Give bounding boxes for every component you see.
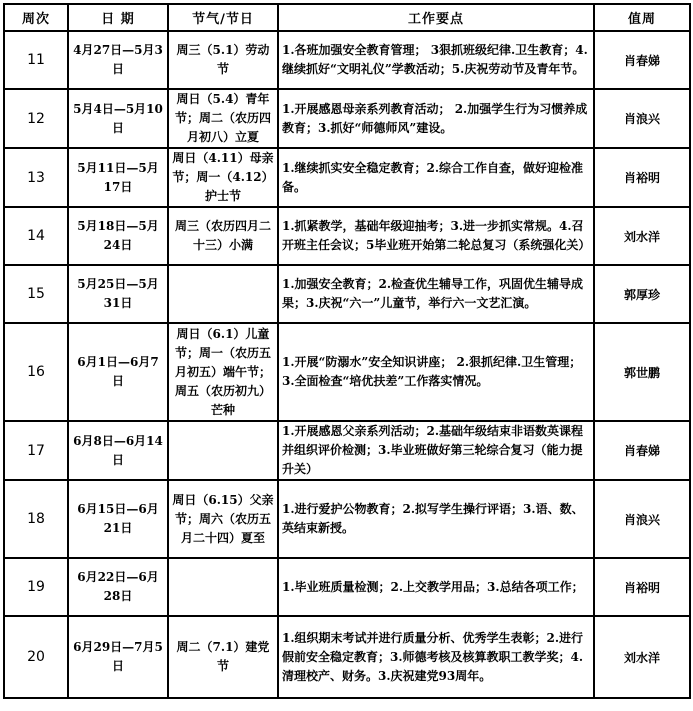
work-points-cell: 1.加强安全教育；2.检查优生辅导工作，巩固优生辅导成果；3.庆祝“六一”儿童节，举行六一文艺汇演。 (278, 265, 594, 323)
festival-cell (168, 558, 278, 616)
week-cell: 18 (4, 480, 68, 558)
date-cell: 5月18日—5月24日 (68, 207, 168, 265)
header-week: 周次 (4, 4, 68, 31)
work-points-cell: 1.组织期末考试并进行质量分析、优秀学生表彰；2.进行假前安全稳定教育；3.师德考核及核算教职工教学奖；4.清理校产、财务。3.庆祝建党93周年。 (278, 616, 594, 698)
duty-cell: 刘水洋 (594, 616, 690, 698)
header-row (4, 4, 690, 31)
festival-cell (168, 265, 278, 323)
festival-cell: 周日（4.11）母亲节；周一（4.12）护士节 (168, 148, 278, 207)
table-row (4, 421, 690, 480)
date-cell: 6月15日—6月21日 (68, 480, 168, 558)
table-row (4, 480, 690, 558)
header-work-points: 工作要点 (278, 4, 594, 31)
work-points-cell: 1.抓紧教学，基础年级迎抽考；3.进一步抓实常规。4.召开班主任会议；5毕业班开始第二轮总复习（系统强化关） (278, 207, 594, 265)
festival-cell: 周日（6.15）父亲节；周六（农历五月二十四）夏至 (168, 480, 278, 558)
festival-cell: 周日（5.4）青年节；周二（农历四月初八）立夏 (168, 89, 278, 148)
date-cell: 6月8日—6月14日 (68, 421, 168, 480)
work-points-cell: 1.开展感恩父亲系列活动；2.基础年级结束非语数英课程并组织评价检测；3.毕业班做好第三轮综合复习（能力提升关） (278, 421, 594, 480)
week-cell: 12 (4, 89, 68, 148)
date-cell: 5月11日—5月17日 (68, 148, 168, 207)
week-cell: 14 (4, 207, 68, 265)
table-row (4, 31, 690, 89)
table-row (4, 265, 690, 323)
table-row (4, 148, 690, 207)
week-cell: 11 (4, 31, 68, 89)
date-cell: 5月25日—5月31日 (68, 265, 168, 323)
week-cell: 20 (4, 616, 68, 698)
duty-cell: 肖裕明 (594, 148, 690, 207)
work-points-cell: 1.开展感恩母亲系列教育活动； 2.加强学生行为习惯养成教育；3.抓好“师德师风”建设。 (278, 89, 594, 148)
duty-cell: 肖裕明 (594, 558, 690, 616)
week-cell: 17 (4, 421, 68, 480)
festival-cell (168, 421, 278, 480)
table-row (4, 89, 690, 148)
week-cell: 13 (4, 148, 68, 207)
week-cell: 19 (4, 558, 68, 616)
duty-cell: 肖春娣 (594, 421, 690, 480)
date-cell: 4月27日—5月3日 (68, 31, 168, 89)
table-row (4, 616, 690, 698)
week-cell: 16 (4, 323, 68, 421)
festival-cell: 周三（5.1）劳动节 (168, 31, 278, 89)
header-duty: 值周 (594, 4, 690, 31)
duty-cell: 肖浪兴 (594, 480, 690, 558)
festival-cell: 周二（7.1）建党节 (168, 616, 278, 698)
work-points-cell: 1.进行爱护公物教育；2.拟写学生操行评语；3.语、数、英结束新授。 (278, 480, 594, 558)
work-points-cell: 1.继续抓实安全稳定教育；2.综合工作自查，做好迎检准备。 (278, 148, 594, 207)
date-cell: 5月4日—5月10日 (68, 89, 168, 148)
table-row (4, 558, 690, 616)
week-cell: 15 (4, 265, 68, 323)
duty-cell: 郭世鹏 (594, 323, 690, 421)
duty-cell: 肖春娣 (594, 31, 690, 89)
table-row (4, 323, 690, 421)
header-date: 日 期 (68, 4, 168, 31)
work-points-cell: 1.毕业班质量检测；2.上交教学用品；3.总结各项工作； (278, 558, 594, 616)
duty-cell: 刘水洋 (594, 207, 690, 265)
duty-cell: 肖浪兴 (594, 89, 690, 148)
date-cell: 6月22日—6月28日 (68, 558, 168, 616)
festival-cell: 周日（6.1）儿童节；周一（农历五月初五）端午节；周五（农历初九）芒种 (168, 323, 278, 421)
date-cell: 6月29日—7月5日 (68, 616, 168, 698)
work-points-cell: 1.各班加强安全教育管理； 3狠抓班级纪律.卫生教育；4.继续抓好“文明礼仪”学教活动；5.庆祝劳动节及青年节。 (278, 31, 594, 89)
duty-cell: 郭厚珍 (594, 265, 690, 323)
work-points-cell: 1.开展“防溺水”安全知识讲座； 2.狠抓纪律.卫生管理；3.全面检查“培优扶差”工作落实情况。 (278, 323, 594, 421)
header-festival: 节气/节日 (168, 4, 278, 31)
table-row (4, 207, 690, 265)
date-cell: 6月1日—6月7日 (68, 323, 168, 421)
school-work-schedule-table (3, 3, 691, 699)
festival-cell: 周三（农历四月二十三）小满 (168, 207, 278, 265)
